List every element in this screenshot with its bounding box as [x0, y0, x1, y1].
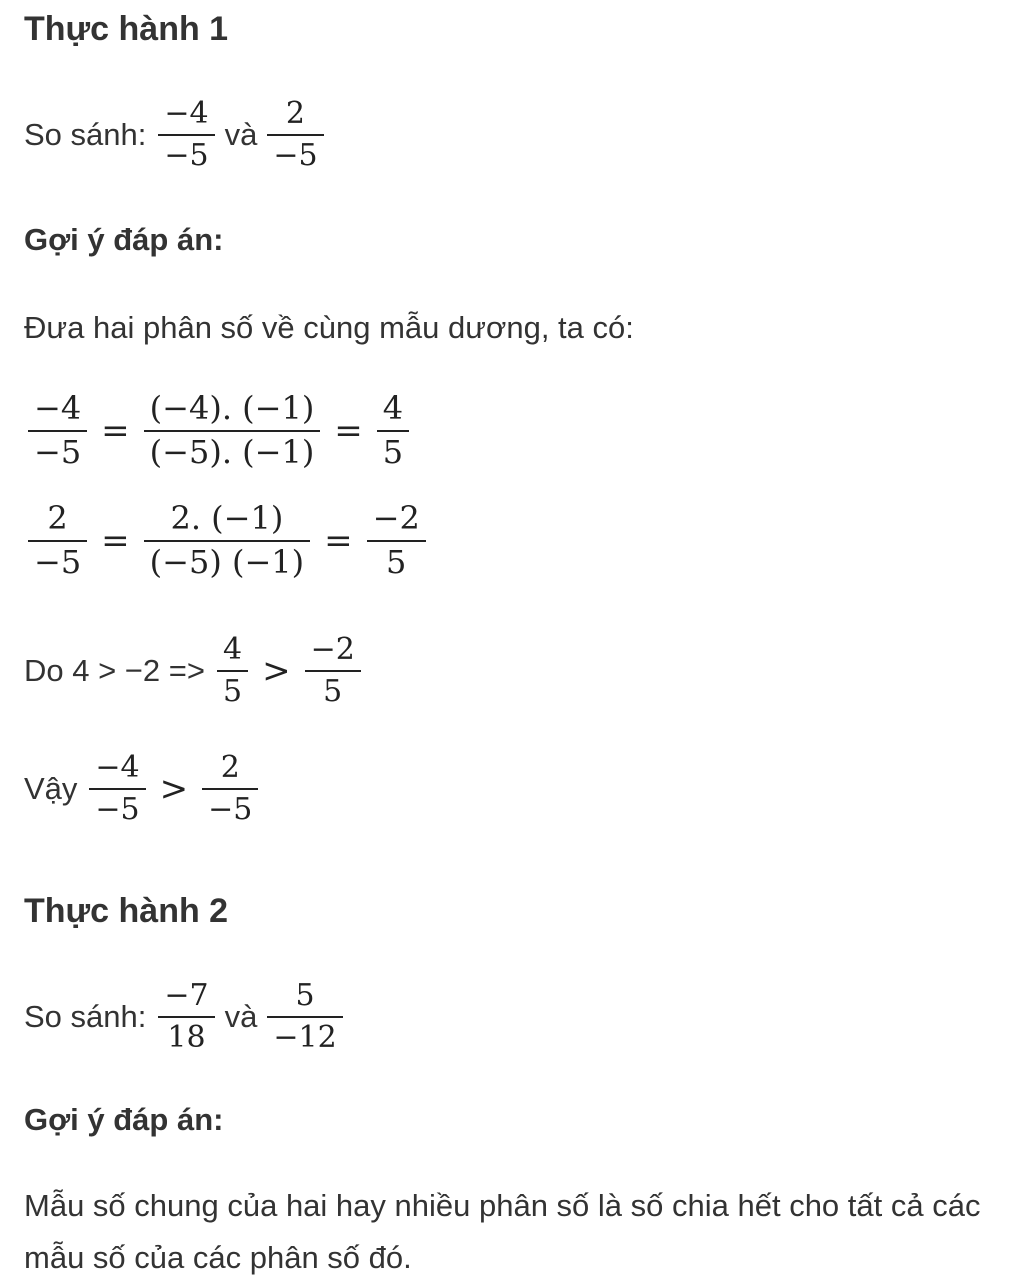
- numerator: 2: [285, 96, 306, 131]
- denominator: 5: [377, 430, 409, 470]
- numerator: −2: [310, 632, 355, 667]
- numerator: 2: [47, 499, 68, 537]
- denominator: −5: [267, 134, 323, 172]
- numerator: −4: [34, 389, 82, 427]
- equals-sign: =: [324, 520, 353, 561]
- denominator: −5: [28, 430, 87, 470]
- fraction: [158, 980, 214, 1053]
- denominator: 18: [158, 1016, 214, 1054]
- conjunction: và: [224, 116, 258, 152]
- numerator: −2: [372, 499, 420, 537]
- equals-sign: =: [334, 410, 363, 451]
- denominator: (−5). (−1): [144, 430, 321, 470]
- since-line: [24, 634, 367, 707]
- numerator: −4: [95, 750, 140, 785]
- therefore-line: [24, 752, 264, 825]
- therefore-text: Vậy: [24, 770, 78, 806]
- denominator: 5: [367, 540, 426, 580]
- numerator: 5: [295, 978, 315, 1013]
- denominator: −5: [202, 788, 258, 826]
- section1-intro: Đưa hai phân số về cùng mẫu dương, ta có:: [24, 310, 634, 345]
- section1-hint-label: Gợi ý đáp án:: [24, 222, 224, 257]
- denominator: −5: [89, 788, 145, 826]
- fraction: [267, 98, 323, 171]
- question-prompt: So sánh:: [24, 998, 147, 1034]
- numerator: −7: [164, 978, 209, 1013]
- numerator: 2: [220, 750, 240, 785]
- denominator: 5: [217, 670, 248, 708]
- fraction: [158, 98, 214, 171]
- fraction: [217, 634, 248, 707]
- denominator: (−5) (−1): [144, 540, 310, 580]
- denominator: −12: [267, 1016, 342, 1054]
- section2-paragraph: Mẫu số chung của hai hay nhiều phân số là số chia hết cho tất cả các mẫu số của các phân số đó.: [24, 1188, 981, 1275]
- numerator: 4: [382, 389, 404, 427]
- fraction: [144, 389, 321, 471]
- fraction: [305, 634, 361, 707]
- fraction: [28, 389, 87, 471]
- denominator: −5: [28, 540, 87, 580]
- fraction: [202, 752, 258, 825]
- section1-question: [24, 98, 330, 171]
- denominator: 5: [305, 670, 361, 708]
- denominator: −5: [158, 134, 214, 172]
- fraction: [267, 980, 342, 1053]
- numerator: −4: [164, 96, 209, 131]
- greater-than-sign: >: [159, 768, 189, 809]
- equals-sign: =: [101, 520, 130, 561]
- numerator: 2. (−1): [170, 499, 284, 537]
- section1-title: Thực hành 1: [24, 10, 229, 48]
- equation-2: [22, 499, 432, 581]
- equation-1: [22, 389, 415, 471]
- fraction: [89, 752, 145, 825]
- section2-question: [24, 980, 349, 1053]
- numerator: 4: [222, 632, 243, 667]
- fraction: [28, 499, 87, 581]
- section2-hint-label: Gợi ý đáp án:: [24, 1102, 224, 1137]
- fraction: [377, 389, 409, 471]
- conjunction: và: [224, 998, 258, 1034]
- numerator: (−4). (−1): [149, 389, 315, 427]
- fraction: [367, 499, 426, 581]
- section2-title: Thực hành 2: [24, 892, 229, 930]
- question-prompt: So sánh:: [24, 116, 147, 152]
- equals-sign: =: [101, 410, 130, 451]
- fraction: [144, 499, 310, 581]
- since-text: Do 4 > −2 =>: [24, 652, 205, 688]
- greater-than-sign: >: [262, 650, 291, 691]
